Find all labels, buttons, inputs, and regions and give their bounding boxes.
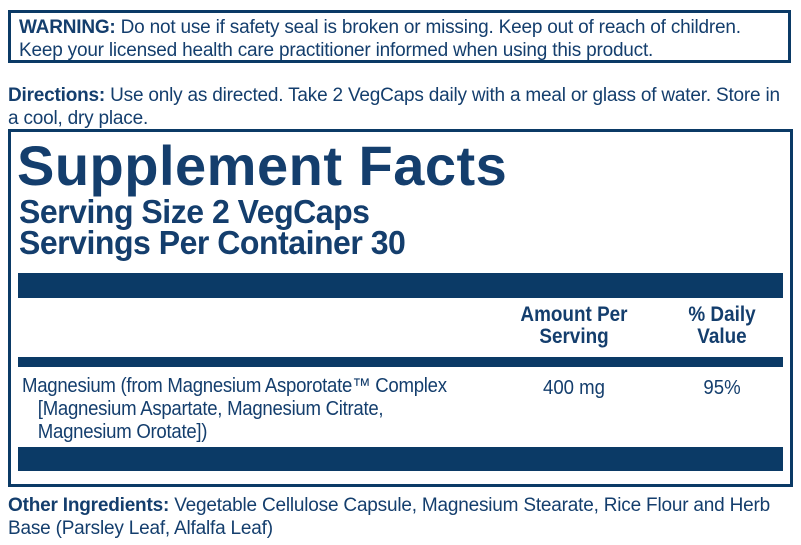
serving-info [19,193,406,261]
serving-size: Serving Size 2 VegCaps [19,193,370,230]
daily-value-header-line2: Value [697,325,747,348]
amount-header-line1: Amount Per [520,303,628,326]
ingredient-name [22,375,447,444]
directions-text: Use only as directed. Take 2 VegCaps daily with a meal or glass of water. Store in a cool, dry place. [8,85,780,129]
daily-value-header [664,304,781,348]
other-ingredients-paragraph [8,494,794,540]
divider-bar-top [18,273,783,298]
directions-label: Directions: [8,85,106,106]
other-ingredients-section [8,494,794,540]
divider-bar-bottom [18,447,783,471]
ingredient-name-line2: [Magnesium Aspartate, Magnesium Citrate, [37,398,384,420]
other-ingredients-label: Other Ingredients: [8,495,170,516]
ingredient-name-line1: Magnesium (from Magnesium Asporotate™ Complex [22,375,447,397]
amount-header-line2: Serving [539,325,609,348]
supplement-facts-title: Supplement Facts [17,134,508,197]
divider-bar-header [18,357,783,367]
ingredient-name-line3: Magnesium Orotate]) [37,421,208,443]
directions-section [8,84,794,130]
directions-paragraph [8,84,794,130]
warning-paragraph [19,16,780,62]
ingredient-daily-value: 95% [703,377,741,399]
warning-text: Do not use if safety seal is broken or missing. Keep out of reach of children. Keep your licensed health care practitioner informed when using this product. [19,17,741,61]
daily-value-header-line1: % Daily [688,303,756,326]
warning-box [8,10,791,63]
supplement-facts-panel [8,129,793,487]
warning-label: WARNING: [19,17,116,38]
other-ingredients-text: Vegetable Cellulose Capsule, Magnesium Stearate, Rice Flour and Herb Base (Parsley Leaf, Alfalfa Leaf) [8,495,770,539]
ingredient-amount: 400 mg [542,377,606,399]
servings-per-container: Servings Per Container 30 [19,224,406,261]
amount-per-serving-header [498,304,651,348]
